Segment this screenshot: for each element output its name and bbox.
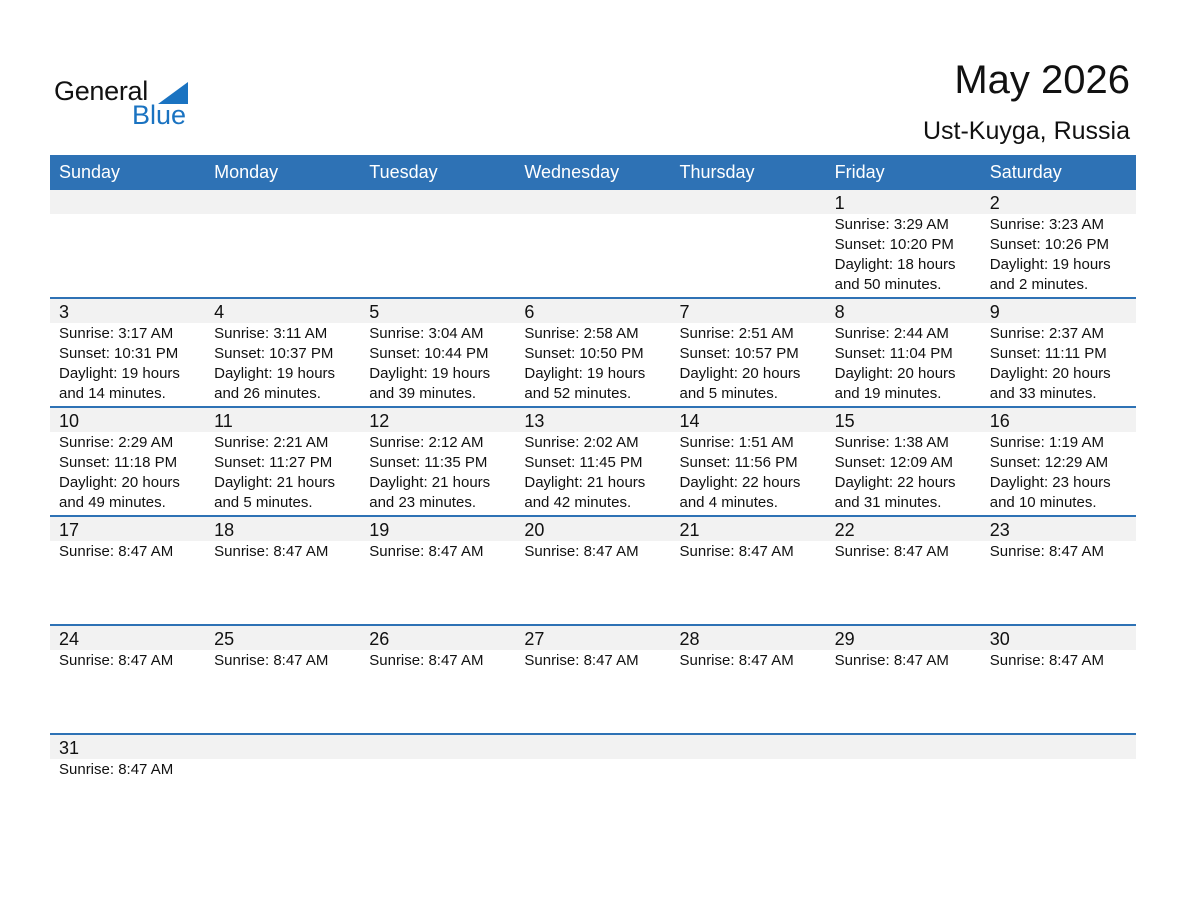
day-info-line: and 23 minutes. bbox=[369, 494, 476, 511]
day-info-line: Sunrise: 8:47 AM bbox=[679, 543, 794, 560]
day-info-line: Sunset: 10:44 PM bbox=[369, 345, 489, 362]
day-number bbox=[205, 735, 360, 759]
weekday-thursday: Thursday bbox=[679, 162, 755, 182]
day-info-line: and 14 minutes. bbox=[59, 385, 166, 402]
day-cell bbox=[515, 759, 670, 780]
logo-text-blue: Blue bbox=[132, 100, 187, 130]
day-info-line: and 49 minutes. bbox=[59, 494, 166, 511]
day-info-row bbox=[50, 650, 1136, 671]
day-cell bbox=[50, 541, 205, 562]
day-cell bbox=[360, 650, 515, 671]
day-number: 12 bbox=[369, 411, 390, 431]
week-row bbox=[50, 735, 1136, 842]
day-number bbox=[671, 190, 826, 214]
day-info-line: Sunrise: 8:47 AM bbox=[214, 652, 329, 669]
day-number: 24 bbox=[59, 629, 80, 649]
day-info-line: Sunset: 11:27 PM bbox=[214, 454, 333, 471]
day-info-line: and 4 minutes. bbox=[679, 494, 778, 511]
day-number-bar bbox=[50, 626, 1136, 650]
day-number: 26 bbox=[369, 629, 390, 649]
weekday-wednesday: Wednesday bbox=[524, 162, 620, 182]
day-info-line: Sunrise: 1:51 AM bbox=[679, 434, 794, 451]
day-info-line: Sunrise: 8:47 AM bbox=[679, 652, 794, 669]
day-info-row bbox=[50, 759, 1136, 780]
day-info-line: and 10 minutes. bbox=[989, 494, 1097, 511]
day-info-line: Sunset: 11:45 PM bbox=[524, 454, 643, 471]
day-number: 9 bbox=[989, 302, 1000, 322]
day-number: 4 bbox=[214, 302, 225, 322]
day-info-line: Sunrise: 2:37 AM bbox=[989, 325, 1104, 342]
day-info-line: Daylight: 18 hours bbox=[834, 256, 956, 273]
day-cell bbox=[360, 323, 515, 404]
day-number bbox=[360, 735, 515, 759]
day-info-line: Sunset: 11:18 PM bbox=[59, 454, 178, 471]
day-info-line: Sunrise: 2:58 AM bbox=[524, 325, 639, 342]
day-cell bbox=[671, 432, 826, 513]
day-number-bar bbox=[50, 190, 1136, 214]
day-info-line: Sunset: 10:31 PM bbox=[59, 345, 179, 362]
day-number: 8 bbox=[834, 302, 845, 322]
day-info-line: and 5 minutes. bbox=[679, 385, 778, 402]
day-number: 5 bbox=[369, 302, 380, 322]
day-info-line: Daylight: 20 hours bbox=[834, 365, 956, 382]
day-info-line: Sunrise: 8:47 AM bbox=[524, 543, 639, 560]
day-cell bbox=[981, 541, 1136, 562]
day-number bbox=[50, 190, 205, 214]
day-number: 31 bbox=[59, 738, 80, 758]
day-number bbox=[515, 190, 670, 214]
day-cell bbox=[205, 432, 360, 513]
day-cell bbox=[205, 323, 360, 404]
day-info-line: and 19 minutes. bbox=[834, 385, 942, 402]
day-info-row bbox=[50, 432, 1136, 513]
day-info-line: Daylight: 22 hours bbox=[834, 474, 956, 491]
day-cell bbox=[515, 214, 670, 295]
day-info-line: Sunset: 10:50 PM bbox=[524, 345, 644, 362]
day-cell bbox=[515, 541, 670, 562]
day-number: 17 bbox=[59, 520, 80, 540]
day-info-line: Daylight: 19 hours bbox=[59, 365, 180, 382]
day-info-line: Sunrise: 2:44 AM bbox=[834, 325, 949, 342]
day-cell bbox=[50, 759, 205, 780]
day-info-line: and 31 minutes. bbox=[834, 494, 942, 511]
day-cell bbox=[826, 650, 981, 671]
day-number-bar bbox=[50, 735, 1136, 759]
day-info-line: Sunrise: 3:29 AM bbox=[834, 216, 949, 233]
day-info-line: Sunrise: 8:47 AM bbox=[834, 652, 949, 669]
day-info-line: and 42 minutes. bbox=[524, 494, 632, 511]
week-row bbox=[50, 626, 1136, 735]
weekday-saturday: Saturday bbox=[989, 162, 1062, 182]
day-info-line: Sunrise: 1:19 AM bbox=[989, 434, 1104, 451]
day-info-line: Sunrise: 2:29 AM bbox=[59, 434, 174, 451]
day-info-line: Sunrise: 8:47 AM bbox=[989, 543, 1104, 560]
day-number: 10 bbox=[59, 411, 80, 431]
day-info-line: Daylight: 19 hours bbox=[524, 365, 646, 382]
day-cell bbox=[205, 214, 360, 295]
day-cell bbox=[826, 541, 981, 562]
day-info-line: Sunset: 11:04 PM bbox=[834, 345, 953, 362]
day-info-line: Sunset: 12:29 AM bbox=[989, 454, 1109, 471]
day-number: 1 bbox=[834, 193, 845, 213]
week-row bbox=[50, 299, 1136, 408]
weekday-header bbox=[50, 155, 1136, 190]
day-cell bbox=[360, 432, 515, 513]
day-info-line: and 52 minutes. bbox=[524, 385, 632, 402]
day-info-line: Sunrise: 3:04 AM bbox=[369, 325, 484, 342]
day-info-row bbox=[50, 214, 1136, 295]
day-info-line: Daylight: 19 hours bbox=[214, 365, 336, 382]
day-number: 28 bbox=[679, 629, 700, 649]
weekday-monday: Monday bbox=[214, 162, 279, 182]
day-number: 14 bbox=[679, 411, 700, 431]
day-cell bbox=[671, 323, 826, 404]
day-cell bbox=[360, 541, 515, 562]
day-info-line: Sunset: 11:11 PM bbox=[989, 345, 1107, 362]
day-cell bbox=[981, 214, 1136, 295]
day-number: 29 bbox=[834, 629, 855, 649]
weekday-sunday: Sunday bbox=[59, 162, 121, 182]
week-row bbox=[50, 517, 1136, 626]
day-number: 21 bbox=[679, 520, 700, 540]
week-row bbox=[50, 190, 1136, 299]
day-info-line: and 26 minutes. bbox=[214, 385, 321, 402]
location-subtitle: Ust-Kuyga, Russia bbox=[922, 117, 1130, 145]
day-cell bbox=[826, 759, 981, 780]
day-number bbox=[360, 190, 515, 214]
day-number: 13 bbox=[524, 411, 545, 431]
day-info-line: Sunrise: 3:17 AM bbox=[59, 325, 174, 342]
day-number: 15 bbox=[834, 411, 855, 431]
day-info-line: Daylight: 19 hours bbox=[989, 256, 1111, 273]
day-info-line: Sunrise: 3:23 AM bbox=[989, 216, 1104, 233]
day-info-line: and 5 minutes. bbox=[214, 494, 313, 511]
day-number: 27 bbox=[524, 629, 545, 649]
day-info-line: Sunset: 10:57 PM bbox=[679, 345, 799, 362]
day-info-line: Sunset: 10:37 PM bbox=[214, 345, 334, 362]
day-info-line: Sunrise: 8:47 AM bbox=[989, 652, 1104, 669]
calendar-grid bbox=[50, 155, 1136, 842]
day-number: 3 bbox=[59, 302, 70, 322]
calendar-weeks bbox=[50, 190, 1136, 842]
day-info-line: Sunrise: 8:47 AM bbox=[369, 652, 484, 669]
day-number bbox=[671, 735, 826, 759]
day-info-line: Sunset: 11:56 PM bbox=[679, 454, 798, 471]
day-cell bbox=[671, 759, 826, 780]
day-info-line: Sunrise: 3:11 AM bbox=[214, 325, 328, 342]
day-info-line: Sunrise: 8:47 AM bbox=[214, 543, 329, 560]
day-cell bbox=[515, 650, 670, 671]
day-info-line: Sunrise: 8:47 AM bbox=[524, 652, 639, 669]
day-info-line: Sunrise: 8:47 AM bbox=[59, 543, 174, 560]
day-number: 25 bbox=[214, 629, 235, 649]
day-number: 18 bbox=[214, 520, 235, 540]
day-cell bbox=[515, 432, 670, 513]
day-cell bbox=[826, 214, 981, 295]
day-cell bbox=[981, 432, 1136, 513]
day-cell bbox=[981, 759, 1136, 780]
day-number bbox=[515, 735, 670, 759]
day-cell bbox=[50, 323, 205, 404]
day-cell bbox=[360, 214, 515, 295]
day-info-line: Daylight: 21 hours bbox=[214, 474, 336, 491]
day-info-line: Daylight: 19 hours bbox=[369, 365, 491, 382]
day-info-row bbox=[50, 541, 1136, 562]
day-number: 16 bbox=[989, 411, 1010, 431]
day-cell bbox=[515, 323, 670, 404]
day-info-line: Sunset: 11:35 PM bbox=[369, 454, 488, 471]
day-number bbox=[205, 190, 360, 214]
day-cell bbox=[50, 432, 205, 513]
generalblue-logo bbox=[54, 76, 194, 132]
day-number-bar bbox=[50, 299, 1136, 323]
day-cell bbox=[360, 759, 515, 780]
day-cell bbox=[826, 323, 981, 404]
day-cell bbox=[981, 323, 1136, 404]
day-info-line: Sunrise: 2:02 AM bbox=[524, 434, 639, 451]
day-info-line: Daylight: 20 hours bbox=[679, 365, 801, 382]
day-info-line: and 33 minutes. bbox=[989, 385, 1097, 402]
day-info-line: Sunrise: 2:12 AM bbox=[369, 434, 484, 451]
day-info-line: Daylight: 23 hours bbox=[989, 474, 1111, 491]
day-number: 2 bbox=[989, 193, 1000, 213]
day-info-line: Sunrise: 8:47 AM bbox=[369, 543, 484, 560]
day-cell bbox=[205, 541, 360, 562]
day-info-row bbox=[50, 323, 1136, 404]
day-cell bbox=[205, 650, 360, 671]
day-cell bbox=[50, 650, 205, 671]
day-info-line: Sunrise: 2:51 AM bbox=[679, 325, 794, 342]
day-info-line: Sunrise: 8:47 AM bbox=[59, 652, 174, 669]
day-number: 22 bbox=[834, 520, 855, 540]
day-info-line: and 2 minutes. bbox=[989, 276, 1089, 293]
day-number bbox=[826, 735, 981, 759]
weekday-friday: Friday bbox=[834, 162, 885, 182]
day-info-line: and 39 minutes. bbox=[369, 385, 476, 402]
day-cell bbox=[671, 541, 826, 562]
day-info-line: Daylight: 20 hours bbox=[989, 365, 1111, 382]
weekday-tuesday: Tuesday bbox=[369, 162, 438, 182]
day-cell bbox=[981, 650, 1136, 671]
week-row bbox=[50, 408, 1136, 517]
day-number bbox=[981, 735, 1136, 759]
day-info-line: Sunrise: 8:47 AM bbox=[59, 761, 174, 778]
day-info-line: Daylight: 22 hours bbox=[679, 474, 801, 491]
day-number-bar bbox=[50, 517, 1136, 541]
day-number: 6 bbox=[524, 302, 535, 322]
day-cell bbox=[671, 650, 826, 671]
day-info-line: Sunset: 10:20 PM bbox=[834, 236, 954, 253]
day-number: 19 bbox=[369, 520, 390, 540]
page-title: May 2026 bbox=[954, 58, 1130, 102]
day-number: 30 bbox=[989, 629, 1010, 649]
day-info-line: Sunset: 12:09 AM bbox=[834, 454, 954, 471]
day-number-bar bbox=[50, 408, 1136, 432]
day-info-line: Sunrise: 2:21 AM bbox=[214, 434, 329, 451]
day-info-line: Sunset: 10:26 PM bbox=[989, 236, 1109, 253]
day-cell bbox=[205, 759, 360, 780]
day-info-line: Daylight: 21 hours bbox=[369, 474, 491, 491]
day-number: 23 bbox=[989, 520, 1010, 540]
day-info-line: Sunrise: 8:47 AM bbox=[834, 543, 949, 560]
day-number: 7 bbox=[679, 302, 690, 322]
day-number: 20 bbox=[524, 520, 545, 540]
day-number: 11 bbox=[214, 411, 233, 431]
day-info-line: Daylight: 21 hours bbox=[524, 474, 646, 491]
day-info-line: Sunrise: 1:38 AM bbox=[834, 434, 949, 451]
day-cell bbox=[671, 214, 826, 295]
logo-text-general: General bbox=[54, 76, 148, 106]
day-cell bbox=[826, 432, 981, 513]
day-info-line: Daylight: 20 hours bbox=[59, 474, 180, 491]
day-info-line: and 50 minutes. bbox=[834, 276, 942, 293]
day-cell bbox=[50, 214, 205, 295]
